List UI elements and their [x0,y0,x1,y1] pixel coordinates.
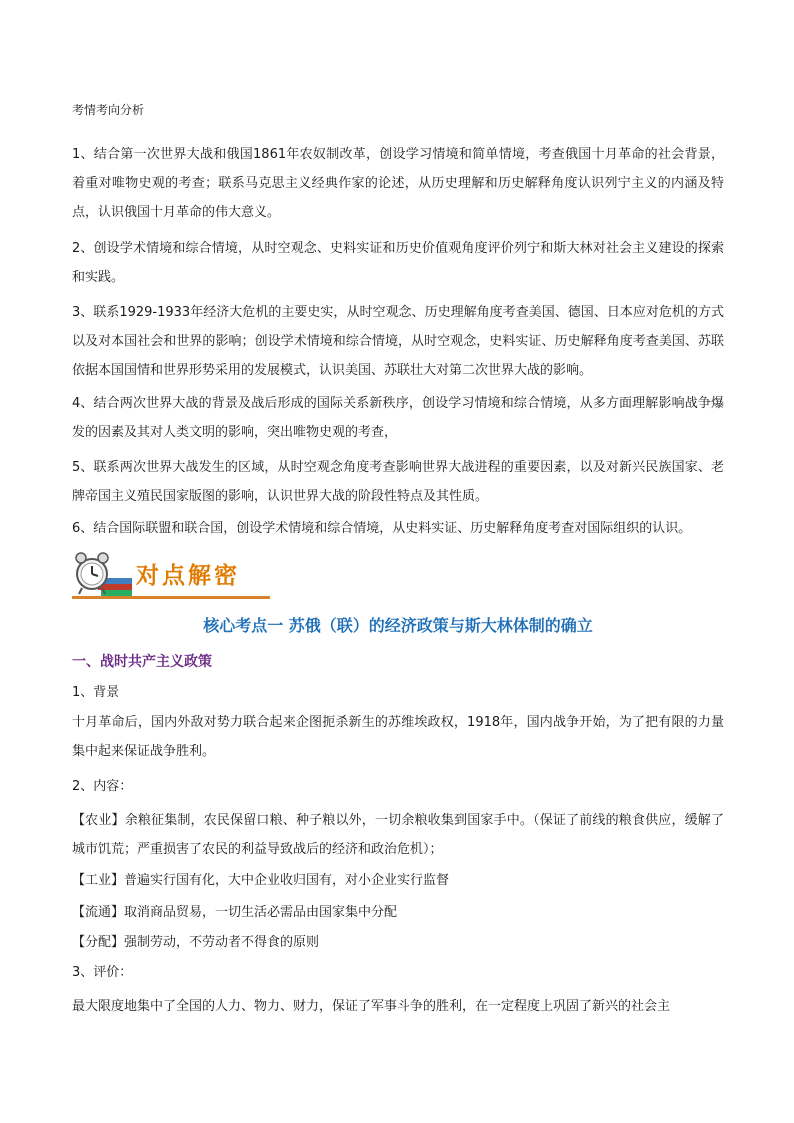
distribution-text: 【分配】强制劳动，不劳动者不得食的原则 [72,935,320,950]
industry-text: 【工业】普遍实行国有化，大中企业收归国有，对小企业实行监督 [72,873,450,888]
evaluation-text: 最大限度地集中了全国的人力、物力、财力，保证了军事斗争的胜利，在一定程度上巩固了新兴的社会主 [72,999,671,1014]
analysis-item-6: 6、结合国际联盟和联合国，创设学术情境和综合情境，从史料实证、历史解释角度考查对国际组织的认识。 [72,521,692,536]
background-text: 十月革命后，国内外敌对势力联合起来企图扼杀新生的苏维埃政权，1918年，国内战争开始，为了把有限的力量集中起来保证战争胜利。 [72,715,724,759]
banner-underline [72,596,270,599]
analysis-item-3: 3、联系1929-1933年经济大危机的主要史实，从时空观念、历史理解角度考查美国、德国、日本应对危机的方式以及对本国社会和世界的影响；创设学术情境和综合情境，从时空观念，史料实证、历史解释角度考查美国、苏联依据本国国情和世界形势采用的发展模式，认识美国、苏联壮大对第二次世界大战的影响。 [72,305,724,378]
section-title: 核心考点一 苏俄（联）的经济政策与斯大林体制的确立 [203,616,593,635]
page-title: 考情考向分析 [72,103,145,117]
agriculture-text: 【农业】余粮征集制，农民保留口粮、种子粮以外，一切余粮收集到国家手中。（保证了前线的粮食供应，缓解了城市饥荒；严重损害了农民的利益导致战后的经济和政治危机）； [72,813,724,857]
analysis-item-4: 4、结合两次世界大战的背景及战后形成的国际关系新秩序，创设学习情境和综合情境，从多方面理解影响战争爆发的因素及其对人类文明的影响，突出唯物史观的考查， [72,396,724,440]
alarm-clock-books-icon [72,548,134,600]
banner-title: 对点解密 [136,563,240,589]
analysis-item-2: 2、创设学术情境和综合情境，从时空观念、史料实证和历史价值观角度评价列宁和斯大林对社会主义建设的探索和实践。 [72,241,724,285]
circulation-text: 【流通】取消商品贸易，一切生活必需品由国家集中分配 [72,905,398,920]
analysis-item-5: 5、联系两次世界大战发生的区域，从时空观念角度考查影响世界大战进程的重要因素，以及对新兴民族国家、老牌帝国主义殖民国家版图的影响，认识世界大战的阶段性特点及其性质。 [72,460,724,504]
evaluation-label: 3、评价： [72,965,133,980]
background-label: 1、背景 [72,685,120,700]
analysis-item-1: 1、结合第一次世界大战和俄国1861年农奴制改革，创设学习情境和简单情境，考查俄国十月革命的社会背景，着重对唯物史观的考查；联系马克思主义经典作家的论述，从历史理解和历史解释角度认识列宁主义的内涵及特点，认识俄国十月革命的伟大意义。 [72,147,724,220]
subsection-heading: 一、战时共产主义政策 [72,654,212,670]
content-label: 2、内容： [72,779,133,794]
